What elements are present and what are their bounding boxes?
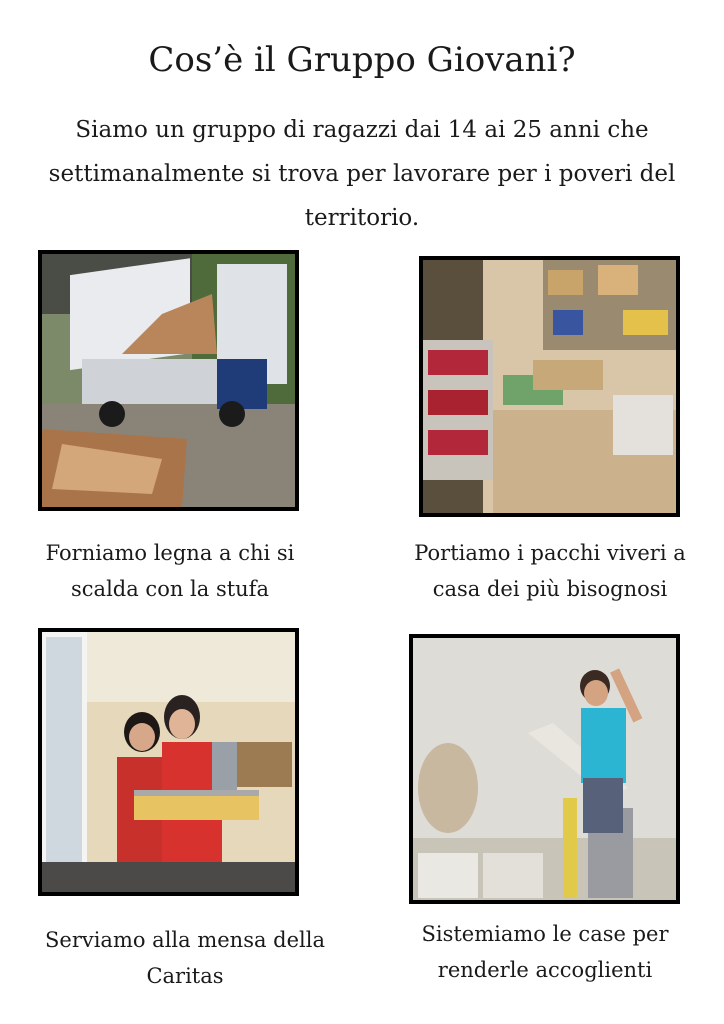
activity-caption-canteen bbox=[20, 922, 350, 994]
caption-line: Forniamo legna a chi si bbox=[45, 541, 295, 565]
page-title: Cos’è il Gruppo Giovani? bbox=[148, 40, 576, 80]
activity-caption-food-parcels bbox=[390, 535, 710, 607]
caritas-canteen-photo bbox=[38, 628, 299, 896]
caption-line: scalda con la stufa bbox=[71, 577, 269, 601]
food-parcels-photo bbox=[419, 256, 680, 517]
caption-line: Portiamo i pacchi viveri a bbox=[414, 541, 686, 565]
caption-line: casa dei più bisognosi bbox=[432, 577, 668, 601]
caption-line: renderle accoglienti bbox=[437, 958, 653, 982]
caption-line: Sistemiamo le case per bbox=[421, 922, 669, 946]
intro-text: Siamo un gruppo di ragazzi dai 14 ai 25 anni che settimanalmente si trova per lavorare per i poveri del territorio. bbox=[48, 117, 676, 231]
activity-caption-firewood bbox=[20, 535, 320, 607]
activity-caption-house-repair bbox=[395, 916, 695, 988]
caption-line: Caritas bbox=[146, 964, 224, 988]
caption-line: Serviamo alla mensa della bbox=[45, 928, 325, 952]
house-repair-photo bbox=[409, 634, 680, 904]
firewood-truck-photo bbox=[38, 250, 299, 511]
